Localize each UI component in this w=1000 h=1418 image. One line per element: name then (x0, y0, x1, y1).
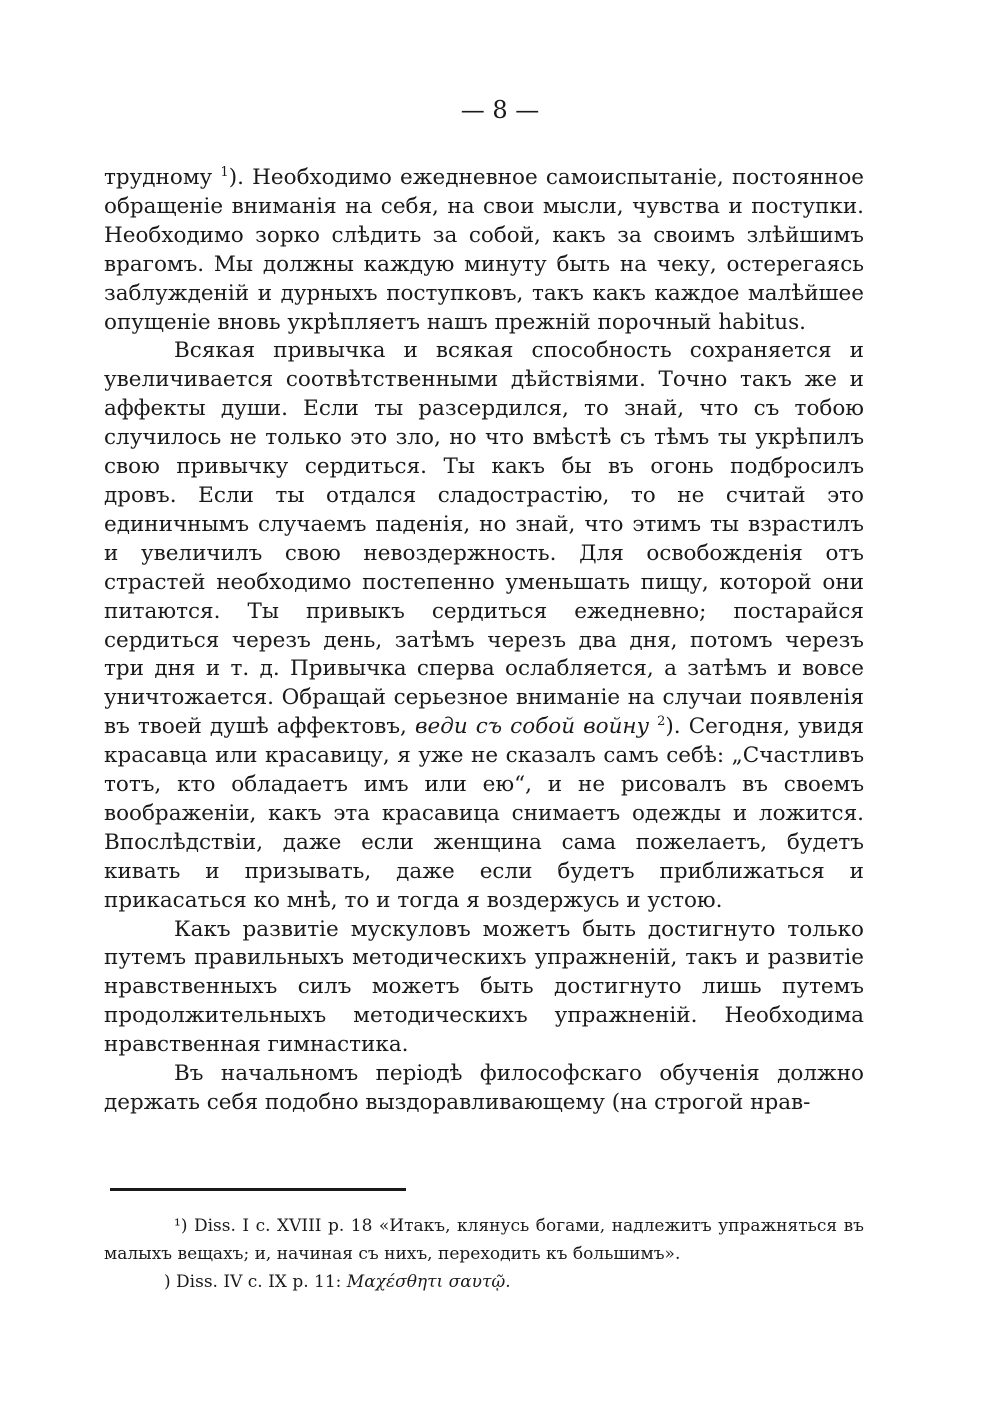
footnote-2 (104, 1268, 864, 1296)
body-text (104, 164, 864, 1118)
paragraph-2-rest: ). Сегодня, увидя красавца или красавицу, я уже не сказалъ самъ себѣ: „Счастливъ тотъ, кто обладаетъ имъ или ею“, и не рисовалъ въ своемъ воображеніи, какъ эта красавица снимаетъ одежды и ложится. Впослѣдствіи, даже если женщина сама пожелаетъ, будетъ кивать и призывать, даже если будетъ приближаться и прикасаться ко мнѣ, то и тогда я воздержусь и устою. (104, 714, 864, 913)
paragraph-3: Какъ развитіе мускуловъ можетъ быть достигнуто только путемъ правильныхъ методическихъ упражненій, такъ и развитіе нравственныхъ силъ можетъ быть достигнуто лишь путемъ продолжительныхъ методическихъ упражненій. Необходима нравственная гимнастика. (104, 916, 864, 1058)
footnote-2-marker: ) (164, 1272, 171, 1292)
page-number: — 8 — (460, 96, 540, 124)
paragraph-2 (104, 337, 864, 915)
paragraph-1 (104, 164, 864, 337)
italic-phrase: веди съ собой войну (414, 714, 650, 740)
footnote-2-text: Diss. IV c. IX p. 11: (176, 1272, 347, 1292)
footnote-1-marker: ¹) (174, 1216, 188, 1236)
paragraph-2-start: Всякая привычка и всякая способность сохраняется и увеличивается соотвѣтственными дѣйствіями. Точно такъ же и аффекты души. Если ты разсердился, то знай, что съ тобою случилось не только это зло, но что вмѣстѣ съ тѣмъ ты укрѣпилъ свою привычку сердиться. Ты какъ бы въ огонь подбросилъ дровъ. Если ты отдался сладострастію, то не считай это единичнымъ случаемъ паденія, но знай, что этимъ ты взрастилъ и увеличилъ свою невоздержность. Для освобожденія отъ страстей необходимо постепенно уменьшать пищу, которой они питаются. Ты привыкъ сердиться ежедневно; постарайся сердиться черезъ день, затѣмъ черезъ два дня, потомъ черезъ три дня и т. д. Привычка сперва ослабляется, а затѣмъ и вовсе уничтожается. Обращай серьезное вниманіе на случаи появленія въ твоей душѣ аффектовъ, (104, 338, 864, 740)
footnote-ref-1: 1 (220, 164, 229, 180)
paragraph-1-rest: ). Необходимо ежедневное самоиспытаніе, постоянное обращеніе вниманія на себя, на свои мысли, чувства и поступки. Необходимо зорко слѣдить за собой, какъ за своимъ злѣйшимъ врагомъ. Мы должны каждую минуту быть на чеку, остерегаясь заблужденій и дурныхъ поступковъ, такъ какъ каждое малѣйшее опущеніе вновь укрѣпляетъ нашъ прежній порочный habitus. (104, 165, 864, 335)
footnote-1 (104, 1212, 864, 1268)
footnote-divider (110, 1188, 406, 1191)
footnote-1-text: Diss. I c. XVIII p. 18 «Итакъ, клянусь богами, надлежитъ упражняться въ малыхъ вещахъ; и, начиная съ нихъ, переходить къ большимъ». (104, 1216, 865, 1264)
footnote-ref-2: 2 (657, 714, 666, 730)
footnote-2-greek: Μαχέσθητι σαυτῷ. (346, 1272, 511, 1292)
paragraph-1-start: трудному (104, 165, 221, 190)
footnotes (104, 1212, 864, 1296)
paragraph-4: Въ начальномъ періодѣ философскаго обученія должно держать себя подобно выздоравливающему (на строгой нрав- (104, 1061, 864, 1115)
